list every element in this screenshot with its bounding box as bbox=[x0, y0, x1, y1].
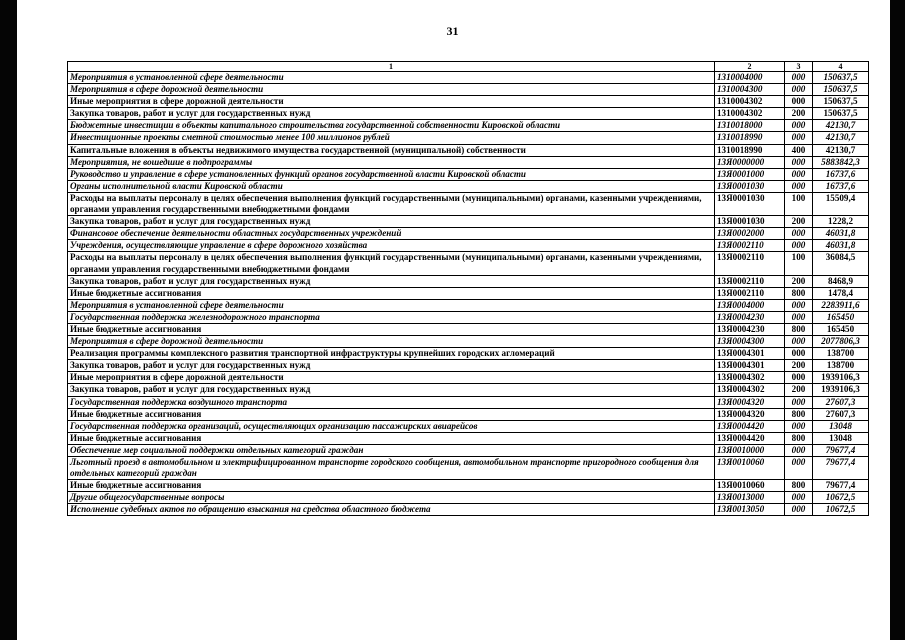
row-vr-cell: 000 bbox=[785, 348, 813, 360]
row-name-cell: Финансовое обеспечение деятельности областных государственных учреждений bbox=[68, 228, 715, 240]
row-vr-cell: 200 bbox=[785, 275, 813, 287]
row-vr-cell: 000 bbox=[785, 180, 813, 192]
row-sum-cell: 165450 bbox=[813, 323, 869, 335]
page-number: 31 bbox=[446, 24, 459, 38]
row-sum-cell: 1478,4 bbox=[813, 287, 869, 299]
row-name-cell: Расходы на выплаты персоналу в целях обеспечения выполнения функций государственными (муниципальными) органами, казенными учреждениями, органами управления государственными внебюджетными фондами bbox=[68, 252, 715, 275]
row-vr-cell: 100 bbox=[785, 252, 813, 275]
row-csr-cell: 13Я0010060 bbox=[715, 457, 785, 480]
row-vr-cell: 000 bbox=[785, 504, 813, 516]
row-vr-cell: 800 bbox=[785, 408, 813, 420]
row-sum-cell: 13048 bbox=[813, 432, 869, 444]
row-name-cell: Закупка товаров, работ и услуг для государственных нужд bbox=[68, 216, 715, 228]
row-sum-cell: 10672,5 bbox=[813, 492, 869, 504]
row-vr-cell: 000 bbox=[785, 299, 813, 311]
row-sum-cell: 16737,6 bbox=[813, 180, 869, 192]
table-row bbox=[68, 360, 869, 372]
row-name-cell: Закупка товаров, работ и услуг для государственных нужд bbox=[68, 275, 715, 287]
row-name-cell: Мероприятия в установленной сфере деятельности bbox=[68, 72, 715, 84]
table-row bbox=[68, 84, 869, 96]
row-csr-cell: 13Я0004420 bbox=[715, 432, 785, 444]
row-vr-cell: 000 bbox=[785, 420, 813, 432]
table-row bbox=[68, 396, 869, 408]
row-csr-cell: 1310004300 bbox=[715, 84, 785, 96]
row-vr-cell: 000 bbox=[785, 120, 813, 132]
row-sum-cell: 27607,3 bbox=[813, 396, 869, 408]
row-vr-cell: 000 bbox=[785, 492, 813, 504]
row-csr-cell: 1310018000 bbox=[715, 120, 785, 132]
row-csr-cell: 13Я0004301 bbox=[715, 348, 785, 360]
row-csr-cell: 13Я0000000 bbox=[715, 156, 785, 168]
header-col-2: 2 bbox=[715, 62, 785, 72]
row-csr-cell: 13Я0002110 bbox=[715, 252, 785, 275]
row-name-cell: Мероприятия в сфере дорожной деятельности bbox=[68, 84, 715, 96]
table-row bbox=[68, 384, 869, 396]
row-name-cell: Обеспечение мер социальной поддержки отдельных категорий граждан bbox=[68, 444, 715, 456]
row-name-cell: Расходы на выплаты персоналу в целях обеспечения выполнения функций государственными (муниципальными) органами, казенными учреждениями, органами управления государственными внебюджетными фондами bbox=[68, 192, 715, 215]
row-sum-cell: 16737,6 bbox=[813, 168, 869, 180]
table-row bbox=[68, 372, 869, 384]
row-name-cell: Иные бюджетные ассигнования bbox=[68, 480, 715, 492]
row-vr-cell: 000 bbox=[785, 311, 813, 323]
row-csr-cell: 1310018990 bbox=[715, 144, 785, 156]
row-name-cell: Льготный проезд в автомобильном и электрифицированном транспорте городского сообщения, автомобильном транспорте пригородного сообщения для отдельных категорий граждан bbox=[68, 457, 715, 480]
row-sum-cell: 36084,5 bbox=[813, 252, 869, 275]
row-name-cell: Исполнение судебных актов по обращению взыскания на средства областного бюджета bbox=[68, 504, 715, 516]
row-sum-cell: 150637,5 bbox=[813, 84, 869, 96]
row-name-cell: Иные бюджетные ассигнования bbox=[68, 287, 715, 299]
row-name-cell: Государственная поддержка железнодорожного транспорта bbox=[68, 311, 715, 323]
row-vr-cell: 800 bbox=[785, 323, 813, 335]
row-vr-cell: 400 bbox=[785, 144, 813, 156]
row-name-cell: Руководство и управление в сфере установленных функций органов государственной власти Кировской области bbox=[68, 168, 715, 180]
row-csr-cell: 13Я0004420 bbox=[715, 420, 785, 432]
row-name-cell: Закупка товаров, работ и услуг для государственных нужд bbox=[68, 108, 715, 120]
row-name-cell: Мероприятия в сфере дорожной деятельности bbox=[68, 336, 715, 348]
row-csr-cell: 13Я0004000 bbox=[715, 299, 785, 311]
table-row bbox=[68, 275, 869, 287]
row-csr-cell: 13Я0010060 bbox=[715, 480, 785, 492]
row-sum-cell: 150637,5 bbox=[813, 96, 869, 108]
row-csr-cell: 1310004000 bbox=[715, 72, 785, 84]
row-vr-cell: 000 bbox=[785, 72, 813, 84]
row-name-cell: Иные мероприятия в сфере дорожной деятельности bbox=[68, 96, 715, 108]
row-name-cell: Реализация программы комплексного развития транспортной инфраструктуры крупнейших городских агломераций bbox=[68, 348, 715, 360]
row-sum-cell: 42130,7 bbox=[813, 132, 869, 144]
row-name-cell: Мероприятия в установленной сфере деятельности bbox=[68, 299, 715, 311]
table-row bbox=[68, 348, 869, 360]
row-vr-cell: 800 bbox=[785, 287, 813, 299]
table-row bbox=[68, 120, 869, 132]
row-vr-cell: 000 bbox=[785, 228, 813, 240]
row-vr-cell: 000 bbox=[785, 168, 813, 180]
table-header-row bbox=[68, 62, 869, 72]
row-vr-cell: 000 bbox=[785, 84, 813, 96]
row-sum-cell: 138700 bbox=[813, 348, 869, 360]
row-csr-cell: 13Я0004230 bbox=[715, 323, 785, 335]
row-csr-cell: 13Я0001030 bbox=[715, 180, 785, 192]
row-name-cell: Инвестиционные проекты сметной стоимостью менее 100 миллионов рублей bbox=[68, 132, 715, 144]
row-sum-cell: 8468,9 bbox=[813, 275, 869, 287]
row-name-cell: Иные бюджетные ассигнования bbox=[68, 323, 715, 335]
table-row bbox=[68, 96, 869, 108]
row-csr-cell: 13Я0002000 bbox=[715, 228, 785, 240]
row-sum-cell: 46031,8 bbox=[813, 240, 869, 252]
row-csr-cell: 13Я0001000 bbox=[715, 168, 785, 180]
table-row bbox=[68, 192, 869, 215]
row-sum-cell: 2283911,6 bbox=[813, 299, 869, 311]
row-csr-cell: 13Я0001030 bbox=[715, 216, 785, 228]
table-row bbox=[68, 287, 869, 299]
row-sum-cell: 79677,4 bbox=[813, 480, 869, 492]
row-sum-cell: 165450 bbox=[813, 311, 869, 323]
row-vr-cell: 000 bbox=[785, 240, 813, 252]
table-row bbox=[68, 311, 869, 323]
row-name-cell: Иные бюджетные ассигнования bbox=[68, 432, 715, 444]
table-row bbox=[68, 132, 869, 144]
row-name-cell: Иные мероприятия в сфере дорожной деятельности bbox=[68, 372, 715, 384]
row-vr-cell: 100 bbox=[785, 192, 813, 215]
row-name-cell: Органы исполнительной власти Кировской области bbox=[68, 180, 715, 192]
table-row bbox=[68, 492, 869, 504]
row-vr-cell: 000 bbox=[785, 132, 813, 144]
row-vr-cell: 200 bbox=[785, 384, 813, 396]
row-csr-cell: 13Я0010000 bbox=[715, 444, 785, 456]
row-csr-cell: 13Я0002110 bbox=[715, 287, 785, 299]
row-csr-cell: 13Я0004230 bbox=[715, 311, 785, 323]
row-sum-cell: 46031,8 bbox=[813, 228, 869, 240]
row-sum-cell: 1939106,3 bbox=[813, 372, 869, 384]
row-vr-cell: 800 bbox=[785, 480, 813, 492]
row-sum-cell: 5883842,3 bbox=[813, 156, 869, 168]
row-sum-cell: 150637,5 bbox=[813, 108, 869, 120]
table-row bbox=[68, 444, 869, 456]
row-sum-cell: 1228,2 bbox=[813, 216, 869, 228]
header-col-3: 3 bbox=[785, 62, 813, 72]
table-row bbox=[68, 228, 869, 240]
table-row bbox=[68, 480, 869, 492]
row-csr-cell: 1310004302 bbox=[715, 108, 785, 120]
row-vr-cell: 000 bbox=[785, 96, 813, 108]
row-csr-cell: 13Я0002110 bbox=[715, 240, 785, 252]
table-row bbox=[68, 168, 869, 180]
row-name-cell: Бюджетные инвестиции в объекты капитального строительства государственной собственности Кировской области bbox=[68, 120, 715, 132]
table-row bbox=[68, 72, 869, 84]
row-csr-cell: 13Я0004320 bbox=[715, 396, 785, 408]
row-csr-cell: 1310018990 bbox=[715, 132, 785, 144]
header-col-4: 4 bbox=[813, 62, 869, 72]
table-row bbox=[68, 108, 869, 120]
table-row bbox=[68, 216, 869, 228]
row-sum-cell: 42130,7 bbox=[813, 144, 869, 156]
table-row bbox=[68, 240, 869, 252]
row-sum-cell: 10672,5 bbox=[813, 504, 869, 516]
row-name-cell: Закупка товаров, работ и услуг для государственных нужд bbox=[68, 360, 715, 372]
header-col-1: 1 bbox=[68, 62, 715, 72]
table-row bbox=[68, 180, 869, 192]
row-csr-cell: 13Я0001030 bbox=[715, 192, 785, 215]
row-name-cell: Капитальные вложения в объекты недвижимого имущества государственной (муниципальной) собственности bbox=[68, 144, 715, 156]
table-body bbox=[68, 72, 869, 516]
row-csr-cell: 13Я0002110 bbox=[715, 275, 785, 287]
row-name-cell: Иные бюджетные ассигнования bbox=[68, 408, 715, 420]
row-csr-cell: 13Я0013050 bbox=[715, 504, 785, 516]
row-sum-cell: 79677,4 bbox=[813, 457, 869, 480]
row-name-cell: Закупка товаров, работ и услуг для государственных нужд bbox=[68, 384, 715, 396]
row-csr-cell: 13Я0004302 bbox=[715, 372, 785, 384]
table-row bbox=[68, 457, 869, 480]
row-csr-cell: 13Я0004302 bbox=[715, 384, 785, 396]
table-row bbox=[68, 144, 869, 156]
row-csr-cell: 13Я0013000 bbox=[715, 492, 785, 504]
row-name-cell: Государственная поддержка воздушного транспорта bbox=[68, 396, 715, 408]
row-name-cell: Мероприятия, не вошедшие в подпрограммы bbox=[68, 156, 715, 168]
row-vr-cell: 200 bbox=[785, 108, 813, 120]
table-row bbox=[68, 323, 869, 335]
row-sum-cell: 13048 bbox=[813, 420, 869, 432]
table-row bbox=[68, 336, 869, 348]
scan-right-edge bbox=[890, 0, 905, 640]
row-csr-cell: 13Я0004300 bbox=[715, 336, 785, 348]
row-vr-cell: 800 bbox=[785, 432, 813, 444]
row-csr-cell: 13Я0004301 bbox=[715, 360, 785, 372]
table-row bbox=[68, 408, 869, 420]
row-sum-cell: 15509,4 bbox=[813, 192, 869, 215]
table-row bbox=[68, 156, 869, 168]
row-vr-cell: 000 bbox=[785, 336, 813, 348]
row-sum-cell: 79677,4 bbox=[813, 444, 869, 456]
table-row bbox=[68, 504, 869, 516]
row-name-cell: Государственная поддержка организаций, осуществляющих организацию пассажирских авиарейсов bbox=[68, 420, 715, 432]
row-csr-cell: 13Я0004320 bbox=[715, 408, 785, 420]
row-sum-cell: 150637,5 bbox=[813, 72, 869, 84]
budget-table bbox=[67, 61, 869, 516]
row-vr-cell: 000 bbox=[785, 444, 813, 456]
table-row bbox=[68, 299, 869, 311]
row-sum-cell: 27607,3 bbox=[813, 408, 869, 420]
row-vr-cell: 000 bbox=[785, 396, 813, 408]
table-row bbox=[68, 420, 869, 432]
scan-left-edge bbox=[0, 0, 17, 640]
row-vr-cell: 000 bbox=[785, 372, 813, 384]
row-csr-cell: 1310004302 bbox=[715, 96, 785, 108]
table-row bbox=[68, 252, 869, 275]
row-vr-cell: 000 bbox=[785, 457, 813, 480]
row-sum-cell: 1939106,3 bbox=[813, 384, 869, 396]
row-sum-cell: 2077806,3 bbox=[813, 336, 869, 348]
row-vr-cell: 200 bbox=[785, 360, 813, 372]
row-vr-cell: 200 bbox=[785, 216, 813, 228]
row-vr-cell: 000 bbox=[785, 156, 813, 168]
row-sum-cell: 42130,7 bbox=[813, 120, 869, 132]
row-name-cell: Другие общегосударственные вопросы bbox=[68, 492, 715, 504]
table-row bbox=[68, 432, 869, 444]
row-sum-cell: 138700 bbox=[813, 360, 869, 372]
row-name-cell: Учреждения, осуществляющие управление в сфере дорожного хозяйства bbox=[68, 240, 715, 252]
